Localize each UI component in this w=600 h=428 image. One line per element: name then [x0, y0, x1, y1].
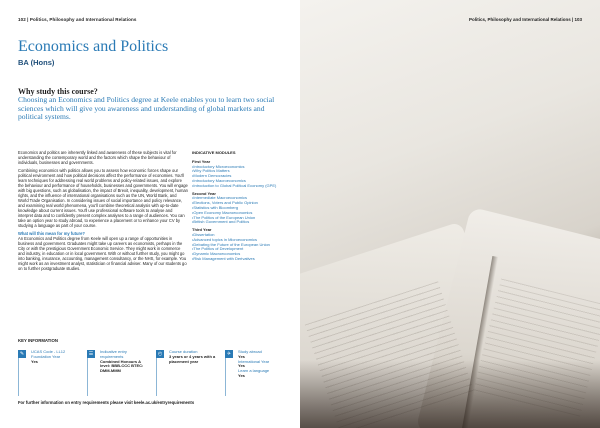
why-study-heading: Why study this course? [18, 87, 98, 96]
careers-heading: What will this mean for my future? [18, 231, 85, 237]
bullet-icon: • [192, 236, 194, 242]
course-award: BA (Hons) [18, 58, 55, 67]
key-info-value: 3 years or 4 years with a placement year [169, 353, 216, 364]
key-info-box [156, 350, 220, 396]
module-name: The Politics of the European Union [193, 214, 256, 220]
module-name: Modern Democracies [193, 173, 232, 179]
bullet-icon: • [192, 168, 194, 174]
module-item [192, 220, 287, 225]
module-year-heading: First Year [192, 158, 211, 164]
module-name: Elections, Voters and Public Opinion [193, 200, 258, 206]
module-name: Intermediate Macroeconomics [193, 195, 247, 201]
bullet-icon: • [192, 231, 194, 237]
book-photo-shadow [300, 360, 600, 428]
bullet-icon: • [192, 241, 194, 247]
duration-icon: ◴ [157, 351, 163, 357]
module-year-heading: Third Year [192, 227, 212, 233]
key-info-box [87, 350, 151, 396]
indicative-modules [192, 151, 287, 262]
key-info-label: Study abroad [238, 349, 262, 354]
description-paragraph: Combining economics with politics allows you to assess how economic forces shape our political environment and how political decisions affect the performance of economies. You'll learn techniques for addressing real world problems and policy-related issues, and explore the behaviour and performance of households, businesses and governments. You will engage with big questions, such as globalisation, the impact of Brexit, inequality, development, human rights, and the influence of international organisations such as the UN, World Bank, and World Trade Organisation. In considering issues of social importance and policy relevance, and examining real world phenomena, you'll combine theoretical analysis with up-to-date knowledge about current issues. You'll use professional software tools to analyse and interpret data and to confidently present complex analyses to a range of audiences. You can take an option year to study abroad, to experience a placement or to enhance your CV by studying a language as part of your course. [18, 168, 188, 228]
module-name: Introduction to Global Political Economy (GPE) [193, 182, 277, 188]
description-paragraph: Economics and politics are inherently linked and awareness of these subjects is vital for understanding the contemporary world and the factors which shape the behaviour of individuals, businesses and governments. [18, 150, 177, 165]
bullet-icon: • [192, 246, 194, 252]
module-name: Dynamic Macroeconomics [193, 251, 241, 257]
bullet-icon: • [192, 214, 194, 220]
key-info-value: Yes [238, 363, 245, 369]
key-info-value: Yes [238, 353, 245, 359]
module-item [192, 184, 287, 189]
module-name: Why Politics Matters [193, 168, 230, 174]
key-info-label: Indicative entry requirements [100, 349, 127, 359]
course-description [18, 151, 188, 275]
module-name: Debating the Future of the European Union [193, 241, 270, 247]
module-year-heading: Second Year [192, 190, 216, 196]
bullet-icon: • [192, 173, 194, 179]
requirements-icon: ☰ [88, 351, 94, 357]
bullet-icon: • [192, 182, 194, 188]
bullet-icon: • [192, 200, 194, 206]
module-name: British Government and Politics [193, 219, 250, 225]
page-header-right: Politics, Philosophy and International Relations | 103 [468, 17, 582, 22]
key-info-box [18, 350, 82, 396]
course-title: Economics and Politics [18, 38, 169, 55]
bullet-icon: • [192, 255, 194, 261]
why-study-text: Choosing an Economics and Politics degree at Keele enables you to learn two social sciences which will give you awareness and understanding of global markets and political systems. [18, 95, 275, 122]
page-header-left: 102 | Politics, Philosophy and International Relations [18, 17, 137, 22]
bullet-icon: • [192, 177, 194, 183]
entry-requirements-note: For further information on entry requirements please visit keele.ac.uk/entryrequirements [18, 400, 195, 405]
key-info-box [225, 350, 289, 396]
key-info-label: UCAS Code - LL12 [31, 349, 66, 354]
study-abroad-icon: ✈ [226, 351, 232, 357]
bullet-icon: • [192, 204, 194, 210]
key-info-label: Learn a language [238, 368, 270, 374]
right-page [300, 0, 600, 428]
careers-text: An Economics and Politics degree from Keele will open up a range of opportunities in business and government. Graduates might take up careers as economists, perhaps in the City or with the prestigious Government Economic Service. They might work in commerce and industry, in education or in local government. With or without further study, you might go into banking, insurance, accounting, management consultancy, or the NHS, for example. You might work as an investment analyst, statistician or financial adviser. Many of our students go on to further postgraduate studies. [18, 236, 187, 271]
module-name: The Politics of Development [193, 246, 244, 252]
module-name: Introductory Microeconomics [193, 163, 245, 169]
module-name: Dissertation [193, 231, 215, 237]
key-info-value: Combined Honours A level: BBB-CCC BTEC: DMM-MMM [100, 358, 144, 374]
module-name: Statistics with Bloomberg [193, 204, 239, 210]
key-info-label: Course duration [169, 349, 198, 354]
key-info-label: International Year [238, 358, 270, 364]
bullet-icon: • [192, 209, 194, 215]
module-name: Advanced topics in Microeconomics [193, 236, 257, 242]
key-info-value: Yes [31, 358, 38, 364]
key-info-label: Foundation Year [31, 353, 61, 359]
bullet-icon: • [192, 251, 194, 257]
modules-title: INDICATIVE MODULES [192, 150, 236, 155]
module-name: Introductory Macroeconomics [193, 177, 246, 183]
bullet-icon: • [192, 195, 194, 201]
module-name: Risk Management with Derivatives [193, 255, 255, 261]
bullet-icon: • [192, 219, 194, 225]
module-name: Open Economy Macroeconomics [193, 209, 253, 215]
key-information-heading: KEY INFORMATION [18, 338, 58, 343]
key-info-value: Yes [238, 372, 245, 378]
module-item [192, 257, 287, 262]
bullet-icon: • [192, 163, 194, 169]
ucas-icon: ✎ [19, 351, 25, 357]
modules-list [192, 160, 287, 262]
